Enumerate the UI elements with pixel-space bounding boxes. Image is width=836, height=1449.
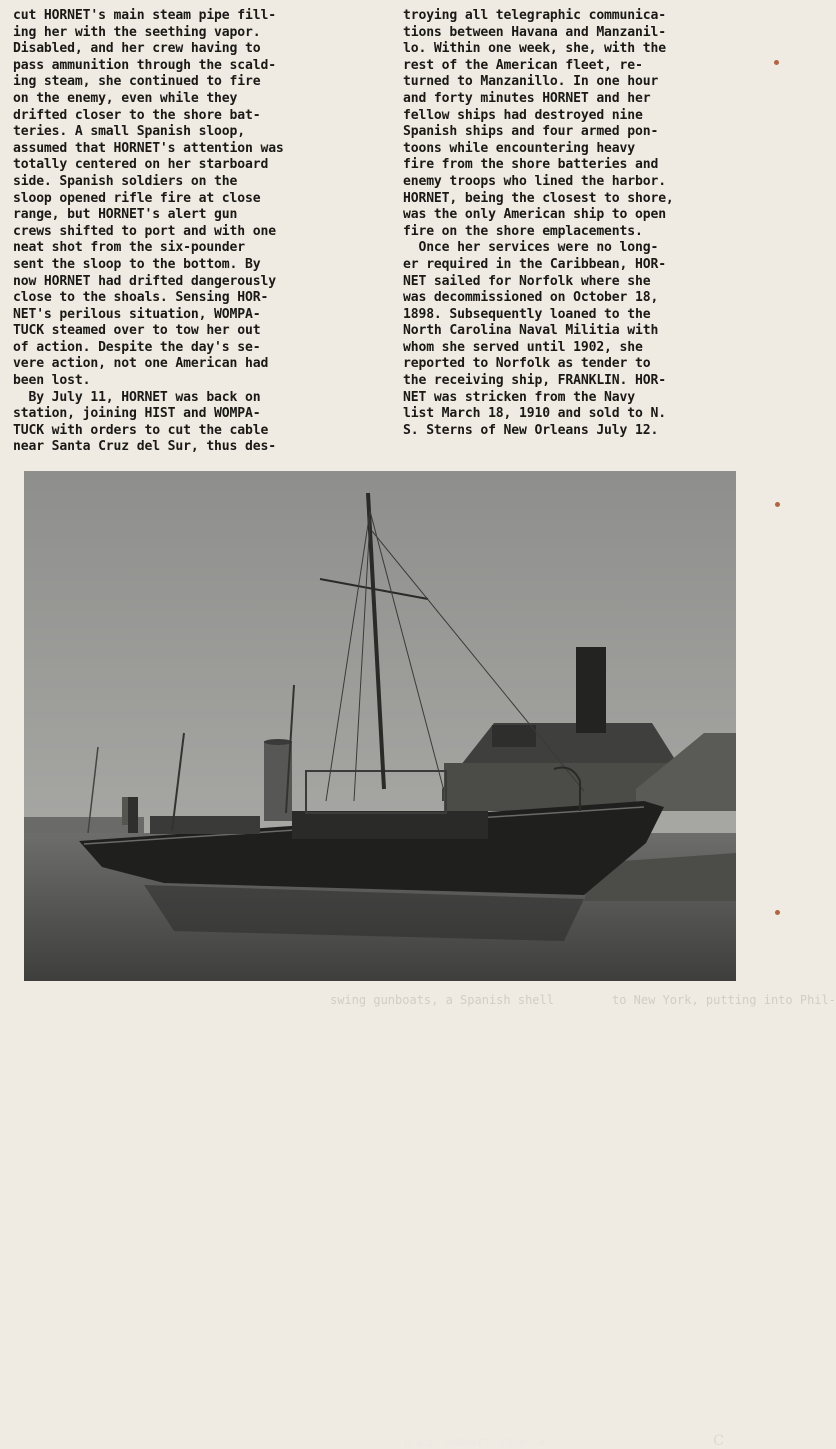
- article-line: tions between Havana and Manzanil-: [403, 24, 666, 40]
- article-line: whom she served until 1902, she: [403, 339, 643, 355]
- article-line: neat shot from the six-pounder: [13, 240, 245, 256]
- article-line: cut HORNET's main steam pipe fill-: [13, 8, 276, 23]
- article-column-left: [13, 8, 356, 456]
- article-line: station, joining HIST and WOMPA-: [13, 406, 261, 422]
- article-line: lo. Within one week, she, with the: [403, 41, 666, 57]
- article-line: ing steam, she continued to fire: [13, 74, 261, 90]
- aft-deckhouse: [150, 816, 260, 834]
- shed-dormer: [492, 725, 536, 747]
- article-line: range, but HORNET's alert gun: [13, 207, 238, 223]
- article-line: North Carolina Naval Militia with: [403, 323, 659, 339]
- bleed-through-text-right: to New York, putting into Phil-: [612, 993, 836, 1007]
- article-line: was the only American ship to open: [403, 207, 666, 223]
- edge-mark: [775, 502, 780, 507]
- article-line: now HORNET had drifted dangerously: [13, 273, 276, 289]
- edge-mark: [775, 910, 780, 915]
- article-line: turned to Manzanillo. In one hour: [403, 74, 659, 90]
- photo-caption: U.S.S. HORNET. 17-8 - 4.: [404, 1438, 551, 1449]
- article-line: ing her with the seething vapor.: [13, 24, 261, 40]
- article-line: NET was stricken from the Navy: [403, 389, 635, 405]
- article-line: 1898. Subsequently loaned to the: [403, 306, 651, 322]
- article-line: Spanish ships and four armed pon-: [403, 124, 659, 140]
- article-line: fellow ships had destroyed nine: [403, 107, 643, 123]
- article-line: sent the sloop to the bottom. By: [13, 256, 261, 272]
- article-line: vere action, not one American had: [13, 356, 269, 372]
- article-line: drifted closer to the shore bat-: [13, 107, 261, 123]
- article-line: the receiving ship, FRANKLIN. HOR-: [403, 373, 666, 389]
- photo-corner-mark: C: [713, 1433, 724, 1449]
- article-line: er required in the Caribbean, HOR-: [403, 256, 666, 272]
- article-line: assumed that HORNET's attention was: [13, 140, 284, 156]
- article-line: been lost.: [13, 373, 91, 389]
- article-column-right: [403, 8, 747, 439]
- article-line: toons while encountering heavy: [403, 140, 635, 156]
- article-line: S. Sterns of New Orleans July 12.: [403, 422, 659, 438]
- article-line: crews shifted to port and with one: [13, 223, 276, 239]
- article-line: was decommissioned on October 18,: [403, 290, 659, 306]
- article-line: list March 18, 1910 and sold to N.: [403, 406, 666, 422]
- article-line: NET's perilous situation, WOMPA-: [13, 306, 261, 322]
- article-line: fire on the shore emplacements.: [403, 223, 643, 239]
- article-line: Once her services were no long-: [403, 240, 659, 256]
- article-line: By July 11, HORNET was back on: [13, 389, 261, 405]
- deckhouse: [292, 811, 488, 839]
- article-line: and forty minutes HORNET and her: [403, 90, 651, 106]
- article-line: rest of the American fleet, re-: [403, 57, 643, 73]
- article-line: pass ammunition through the scald-: [13, 57, 276, 73]
- article-line: totally centered on her starboard: [13, 157, 269, 173]
- bleed-through-text-left: swing gunboats, a Spanish shell: [330, 993, 554, 1007]
- article-line: teries. A small Spanish sloop,: [13, 124, 245, 140]
- article-line: enemy troops who lined the harbor.: [403, 173, 666, 189]
- article-line: TUCK steamed over to tow her out: [13, 323, 261, 339]
- article-line: HORNET, being the closest to shore,: [403, 190, 674, 206]
- hornet-ship-illustration: [24, 471, 736, 981]
- article-line: TUCK with orders to cut the cable: [13, 422, 269, 438]
- article-line: of action. Despite the day's se-: [13, 339, 261, 355]
- article-line: sloop opened rifle fire at close: [13, 190, 261, 206]
- article-line: fire from the shore batteries and: [403, 157, 659, 173]
- article-line: near Santa Cruz del Sur, thus des-: [13, 439, 276, 455]
- article-line: reported to Norfolk as tender to: [403, 356, 651, 372]
- edge-mark: [774, 60, 779, 65]
- article-line: side. Spanish soldiers on the: [13, 173, 238, 189]
- article-line: close to the shoals. Sensing HOR-: [13, 290, 269, 306]
- article-line: NET sailed for Norfolk where she: [403, 273, 651, 289]
- article-line: troying all telegraphic communica-: [403, 8, 666, 23]
- article-line: on the enemy, even while they: [13, 90, 238, 106]
- small-funnel: [128, 797, 138, 833]
- funnel-top: [264, 739, 292, 745]
- article-line: Disabled, and her crew having to: [13, 41, 261, 57]
- shore-smokestack: [576, 647, 606, 733]
